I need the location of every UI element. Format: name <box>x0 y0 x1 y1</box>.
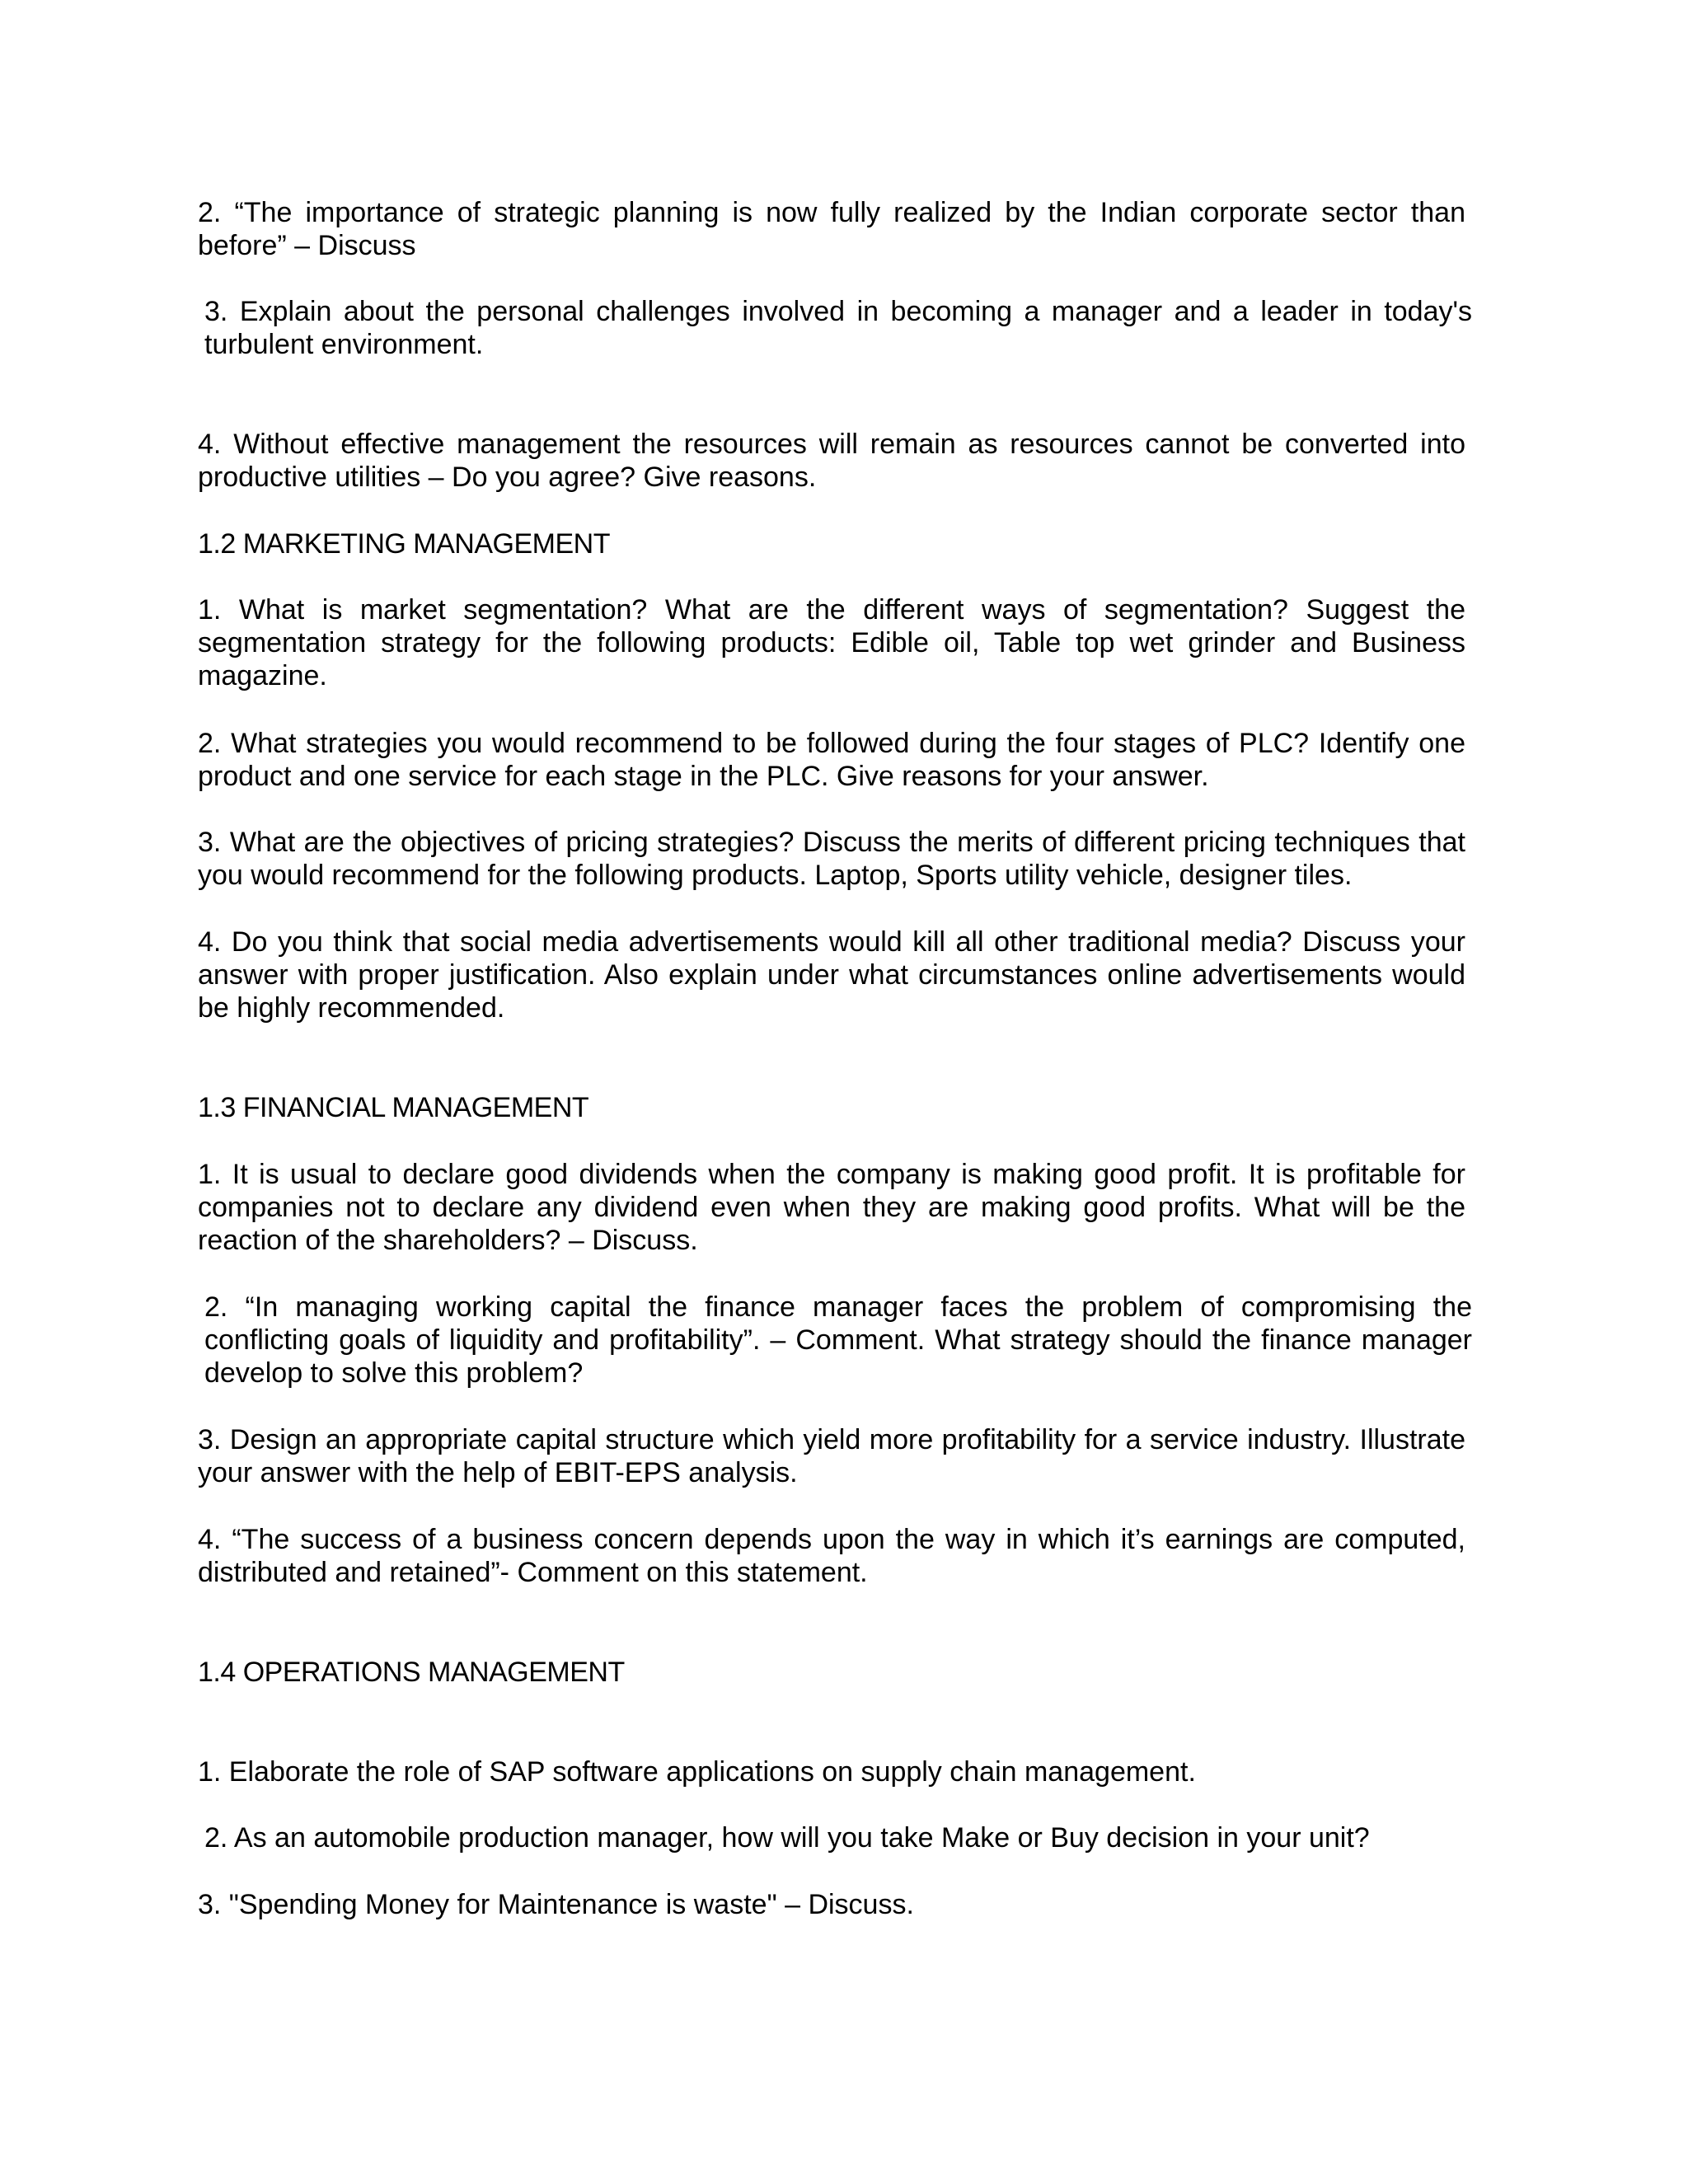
financial-heading: 1.3 FINANCIAL MANAGEMENT <box>198 1092 589 1123</box>
marketing-heading: 1.2 MARKETING MANAGEMENT <box>198 528 610 560</box>
operations-question-1: 1. Elaborate the role of SAP software applications on supply chain management. <box>198 1756 1196 1788</box>
general-question-2: 2. “The importance of strategic planning is now fully realized by the Indian corporate sector than before” – Discuss <box>198 197 1465 261</box>
financial-question-2: 2. “In managing working capital the finance manager faces the problem of compromising the conflicting goals of liquidity and profitability”. – Comment. What strategy should the finance manager develop to solve this problem? <box>204 1291 1472 1389</box>
financial-question-4: 4. “The success of a business concern depends upon the way in which it’s earnings are computed, distributed and retained”- Comment on this statement. <box>198 1524 1465 1588</box>
marketing-question-2: 2. What strategies you would recommend to be followed during the four stages of PLC? Identify one product and one service for each stage in the PLC. Give reasons for your answer. <box>198 728 1465 792</box>
operations-question-2: 2. As an automobile production manager, how will you take Make or Buy decision in your unit? <box>204 1822 1370 1854</box>
general-question-3: 3. Explain about the personal challenges involved in becoming a manager and a leader in today's turbulent environment. <box>204 296 1472 360</box>
marketing-question-4: 4. Do you think that social media advertisements would kill all other traditional media? Discuss your answer with proper justification. Also explain under what circumstances online advertisements would be highly recommended. <box>198 926 1465 1024</box>
marketing-question-3: 3. What are the objectives of pricing strategies? Discuss the merits of different pricing techniques that you would recommend for the following products. Laptop, Sports utility vehicle, designer tiles. <box>198 827 1465 891</box>
financial-question-3: 3. Design an appropriate capital structure which yield more profitability for a service industry. Illustrate your answer with the help of EBIT-EPS analysis. <box>198 1424 1465 1488</box>
financial-question-1: 1. It is usual to declare good dividends when the company is making good profit. It is profitable for companies not to declare any dividend even when they are making good profits. What will be the reaction of the shareholders? – Discuss. <box>198 1159 1465 1256</box>
operations-question-3: 3. "Spending Money for Maintenance is waste" – Discuss. <box>198 1889 914 1920</box>
operations-heading: 1.4 OPERATIONS MANAGEMENT <box>198 1657 625 1688</box>
general-question-4: 4. Without effective management the resources will remain as resources cannot be converted into productive utilities – Do you agree? Give reasons. <box>198 429 1465 493</box>
marketing-question-1: 1. What is market segmentation? What are the different ways of segmentation? Suggest the segmentation strategy for the following products: Edible oil, Table top wet grinder and Business magazine. <box>198 594 1465 691</box>
